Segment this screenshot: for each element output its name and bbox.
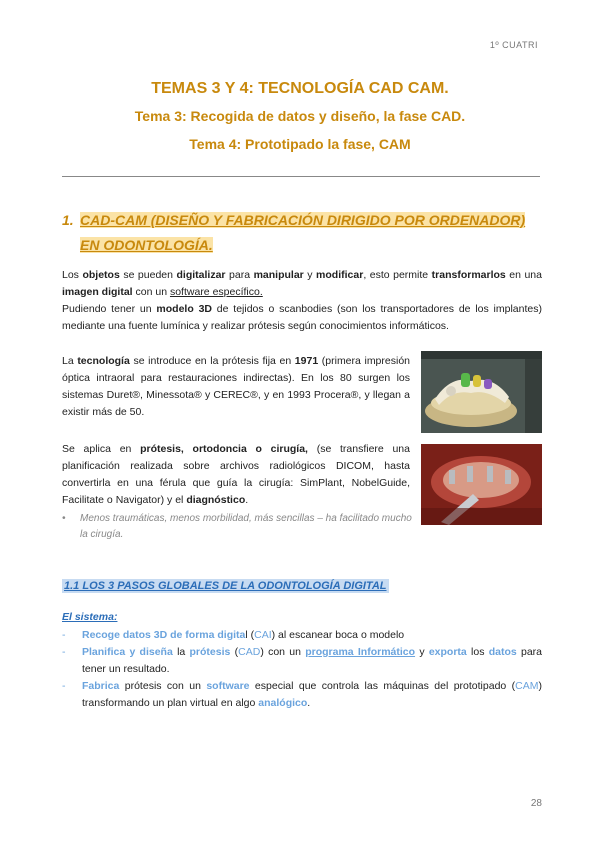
subtitle-tema-4: Tema 4: Prototipado la fase, CAM [189,136,411,152]
paragraph-history: La tecnología se introduce en la prótesis fija en 1971 (primera impresión óptica intraoral para restauraciones indirectas). En los 80 surgen los sistemas Duret®, Minessota® y CEREC®, y en 1993 Procera®, y llegan a existir más de 50. [62,355,410,418]
section-1-title-line1: CAD-CAM (DISEÑO Y FABRICACIÓN DIRIGIDO POR ORDENADOR) [80,212,526,228]
dental-model-render-icon [421,351,542,433]
main-title: TEMAS 3 Y 4: TECNOLOGÍA CAD CAM. [151,80,449,97]
step-item-3: - Fabrica prótesis con un software especial que controla las máquinas del prototipado (CAM) transformando un plan virtual en algo analógico. [62,680,542,709]
paragraph-applications: Se aplica en prótesis, ortodoncia o cirugía, (se transfiere una planificación realizada sobre archivos radiológicos DICOM, hasta convertirla en una férula que guía la cirugía: SimPlant, NobelGuide, Facilitate o Navigator) y el diagnóstico. [62,443,410,506]
step-item-1: - Recoge datos 3D de forma digital (CAI) al escanear boca o modelo [62,627,542,644]
cad-software-image [421,351,542,433]
bullet-note-text: Menos traumáticas, menos morbilidad, más sencillas – ha facilitado mucho la cirugía. [80,513,412,540]
step-dash: - [62,680,66,692]
section-1-number: 1. [62,212,74,228]
system-label: El sistema: [62,611,118,623]
implant-surgery-photo-icon [421,444,542,525]
bullet-note [62,511,412,543]
page-number: 28 [530,798,542,809]
horizontal-divider [62,176,540,177]
course-header: 1º CUATRI [489,40,538,50]
subtitle-tema-3: Tema 3: Recogida de datos y diseño, la fase CAD. [134,108,466,124]
step-dash: - [62,646,66,658]
surgical-guide-image [421,444,542,525]
paragraph-digitalization: Los objetos se pueden digitalizar para manipular y modificar, esto permite transformarlos en una imagen digital con un software específico. Pudiendo tener un modelo 3D de tejidos o scanbodies (son los transportadores de los implantes) mediante una fuente lumínica y realizar prótesis según conocimientos informáticos. [62,269,542,332]
step-item-2: - Planifica y diseña la prótesis (CAD) con un programa Informático y exporta los datos para tener un resultado. [62,646,543,675]
section-1-1-heading: 1.1 LOS 3 PASOS GLOBALES DE LA ODONTOLOGÍA DIGITAL [64,580,387,592]
bullet-dot: • [62,513,66,524]
step-dash: - [62,629,66,641]
section-1-title-line2: EN ODONTOLOGÍA. [80,237,213,253]
section-1-heading [62,208,544,258]
